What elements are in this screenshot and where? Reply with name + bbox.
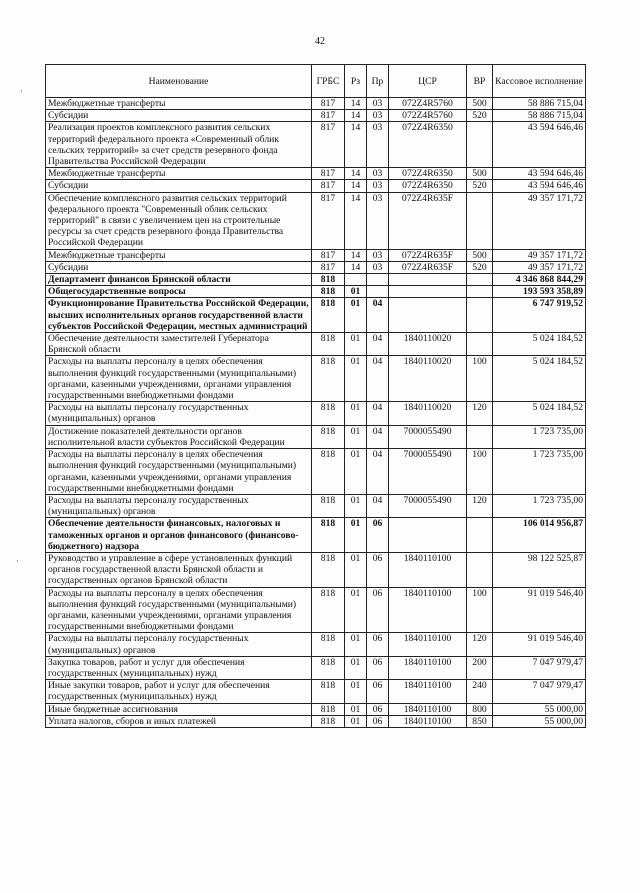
cell-sum: 1 723 735,00 [493, 449, 586, 495]
table-row [46, 249, 586, 261]
cell-grbs: 817 [312, 261, 345, 273]
cell-sum: 49 357 171,72 [493, 249, 586, 261]
cell-name: Департамент финансов Брянской области [46, 274, 312, 286]
cell-grbs: 817 [312, 192, 345, 249]
table-row [46, 402, 586, 425]
cell-name: Уплата налогов, сборов и иных платежей [46, 715, 312, 727]
cell-csr: 072Z4R635F [389, 192, 467, 249]
cell-vr [467, 333, 493, 356]
cell-rz: 01 [345, 402, 367, 425]
cell-vr: 120 [467, 633, 493, 656]
cell-name: Расходы на выплаты персоналу в целях обеспечения выполнения функций государственными (муниципальными) органами, казенными учреждениями, органами управления государственными внебюджетными фондами [46, 587, 312, 633]
cell-sum: 49 357 171,72 [493, 192, 586, 249]
cell-csr: 7000055490 [389, 494, 467, 517]
cell-sum: 5 024 184,52 [493, 402, 586, 425]
cell-rz: 01 [345, 298, 367, 333]
cell-name: Межбюджетные трансферты [46, 98, 312, 110]
cell-name: Межбюджетные трансферты [46, 168, 312, 180]
cell-vr: 120 [467, 494, 493, 517]
cell-pr [367, 286, 389, 298]
cell-vr [467, 192, 493, 249]
cell-grbs: 818 [312, 402, 345, 425]
cell-pr: 04 [367, 449, 389, 495]
cell-pr [367, 274, 389, 286]
cell-sum: 7 047 979,47 [493, 656, 586, 679]
cell-sum: 58 886 715,04 [493, 98, 586, 110]
header-csr: ЦСР [389, 65, 467, 98]
cell-grbs: 818 [312, 633, 345, 656]
cell-vr [467, 552, 493, 587]
cell-rz: 14 [345, 249, 367, 261]
cell-grbs: 818 [312, 286, 345, 298]
cell-pr: 03 [367, 168, 389, 180]
cell-csr: 7000055490 [389, 449, 467, 495]
cell-sum: 4 346 868 844,29 [493, 274, 586, 286]
cell-vr: 200 [467, 656, 493, 679]
cell-rz: 01 [345, 425, 367, 448]
cell-vr [467, 518, 493, 553]
table-row [46, 633, 586, 656]
cell-rz: 14 [345, 122, 367, 168]
table-row [46, 656, 586, 679]
cell-rz: 14 [345, 180, 367, 192]
table-body [46, 98, 586, 728]
cell-sum: 1 723 735,00 [493, 494, 586, 517]
cell-grbs: 817 [312, 110, 345, 122]
cell-name: Расходы на выплаты персоналу государственных (муниципальных) органов [46, 494, 312, 517]
cell-name: Субсидии [46, 261, 312, 273]
cell-vr [467, 274, 493, 286]
scan-mark: · [16, 556, 19, 566]
cell-pr: 03 [367, 249, 389, 261]
cell-pr: 03 [367, 110, 389, 122]
cell-rz: 01 [345, 703, 367, 715]
table-row [46, 518, 586, 553]
cell-sum: 7 047 979,47 [493, 680, 586, 703]
cell-sum: 106 014 956,87 [493, 518, 586, 553]
cell-rz: 01 [345, 715, 367, 727]
table-row [46, 680, 586, 703]
cell-rz: 01 [345, 333, 367, 356]
cell-csr: 7000055490 [389, 425, 467, 448]
cell-sum: 1 723 735,00 [493, 425, 586, 448]
cell-pr: 06 [367, 656, 389, 679]
table-row [46, 425, 586, 448]
cell-grbs: 818 [312, 703, 345, 715]
cell-grbs: 818 [312, 356, 345, 402]
cell-csr: 1840110100 [389, 552, 467, 587]
cell-name: Субсидии [46, 110, 312, 122]
header-grbs: ГРБС [312, 65, 345, 98]
cell-rz: 14 [345, 192, 367, 249]
cell-csr: 1840110100 [389, 680, 467, 703]
cell-grbs: 818 [312, 656, 345, 679]
cell-grbs: 818 [312, 494, 345, 517]
cell-grbs: 817 [312, 122, 345, 168]
cell-name: Закупка товаров, работ и услуг для обеспечения государственных (муниципальных) нужд [46, 656, 312, 679]
table-row [46, 703, 586, 715]
table-row [46, 449, 586, 495]
cell-pr: 06 [367, 552, 389, 587]
cell-name: Реализация проектов комплексного развития сельских территорий федерального проекта «Современный облик сельских территорий» за счет средств резервного фонда Правительства Российской Федерации [46, 122, 312, 168]
header-sum: Кассовое исполнение [493, 65, 586, 98]
cell-name: Функционирование Правительства Российской Федерации, высших исполнительных органов государственной власти субъектов Российской Федерации, местных администраций [46, 298, 312, 333]
cell-pr: 04 [367, 298, 389, 333]
cell-grbs: 818 [312, 715, 345, 727]
cell-sum: 43 594 646,46 [493, 168, 586, 180]
header-pr: Пр [367, 65, 389, 98]
table-row [46, 110, 586, 122]
cell-csr [389, 274, 467, 286]
cell-rz: 01 [345, 286, 367, 298]
cell-sum: 5 024 184,52 [493, 333, 586, 356]
cell-vr: 500 [467, 249, 493, 261]
table-row [46, 333, 586, 356]
cell-vr: 240 [467, 680, 493, 703]
table-header-row [46, 65, 586, 98]
cell-pr: 04 [367, 402, 389, 425]
cell-pr: 06 [367, 518, 389, 553]
cell-vr [467, 425, 493, 448]
cell-grbs: 818 [312, 680, 345, 703]
cell-csr: 1840110020 [389, 356, 467, 402]
cell-pr: 06 [367, 680, 389, 703]
cell-vr: 500 [467, 168, 493, 180]
cell-grbs: 817 [312, 98, 345, 110]
cell-grbs: 818 [312, 587, 345, 633]
cell-name: Иные бюджетные ассигнования [46, 703, 312, 715]
cell-pr: 03 [367, 192, 389, 249]
cell-vr [467, 298, 493, 333]
cell-grbs: 817 [312, 168, 345, 180]
cell-csr: 072Z4R6350 [389, 168, 467, 180]
cell-csr [389, 298, 467, 333]
cell-name: Субсидии [46, 180, 312, 192]
cell-sum: 91 019 546,40 [493, 633, 586, 656]
cell-csr: 1840110100 [389, 633, 467, 656]
cell-vr [467, 286, 493, 298]
cell-csr: 1840110100 [389, 703, 467, 715]
cell-rz: 01 [345, 552, 367, 587]
table-row [46, 274, 586, 286]
cell-sum: 55 000,00 [493, 703, 586, 715]
table-row [46, 715, 586, 727]
cell-vr: 520 [467, 180, 493, 192]
cell-sum: 55 000,00 [493, 715, 586, 727]
cell-sum: 193 593 358,89 [493, 286, 586, 298]
table-row [46, 192, 586, 249]
cell-sum: 98 122 525,87 [493, 552, 586, 587]
cell-pr: 03 [367, 98, 389, 110]
cell-name: Обеспечение деятельности заместителей Губернатора Брянской области [46, 333, 312, 356]
cell-pr: 06 [367, 715, 389, 727]
cell-vr: 500 [467, 98, 493, 110]
cell-rz: 01 [345, 680, 367, 703]
cell-grbs: 817 [312, 180, 345, 192]
cell-csr: 072Z4R635F [389, 261, 467, 273]
cell-sum: 5 024 184,52 [493, 356, 586, 402]
cell-pr: 04 [367, 494, 389, 517]
cell-sum: 43 594 646,46 [493, 122, 586, 168]
page-number: 42 [315, 36, 325, 47]
cell-rz: 01 [345, 518, 367, 553]
table-row [46, 261, 586, 273]
cell-vr: 100 [467, 587, 493, 633]
cell-name: Обеспечение деятельности финансовых, налоговых и таможенных органов и органов финансового (финансово-бюджетного) надзора [46, 518, 312, 553]
cell-sum: 91 019 546,40 [493, 587, 586, 633]
table-row [46, 587, 586, 633]
cell-name: Общегосударственные вопросы [46, 286, 312, 298]
cell-grbs: 818 [312, 425, 345, 448]
cell-vr [467, 122, 493, 168]
cell-rz: 01 [345, 494, 367, 517]
cell-rz: 14 [345, 261, 367, 273]
table-row [46, 122, 586, 168]
cell-csr: 072Z4R6350 [389, 180, 467, 192]
table-row [46, 298, 586, 333]
cell-name: Расходы на выплаты персоналу в целях обеспечения выполнения функций государственными (муниципальными) органами, казенными учреждениями, органами управления государственными внебюджетными фондами [46, 356, 312, 402]
cell-csr: 1840110100 [389, 587, 467, 633]
cell-csr: 1840110020 [389, 333, 467, 356]
cell-vr: 100 [467, 356, 493, 402]
cell-csr: 1840110020 [389, 402, 467, 425]
header-rz: Рз [345, 65, 367, 98]
cell-csr: 072Z4R5760 [389, 98, 467, 110]
cell-name: Расходы на выплаты персоналу государственных (муниципальных) органов [46, 402, 312, 425]
table-row [46, 552, 586, 587]
cell-name: Обеспечение комплексного развития сельских территорий федерального проекта "Современный облик сельских территорий" в связи с увеличением цен на строительные ресурсы за счет средств резервного фонда Правительства Российской Федерации [46, 192, 312, 249]
budget-execution-table [45, 64, 586, 728]
cell-rz: 01 [345, 587, 367, 633]
cell-rz: 14 [345, 110, 367, 122]
cell-csr [389, 518, 467, 553]
cell-vr: 100 [467, 449, 493, 495]
cell-csr: 072Z4R6350 [389, 122, 467, 168]
cell-grbs: 818 [312, 298, 345, 333]
cell-rz: 14 [345, 98, 367, 110]
cell-pr: 03 [367, 180, 389, 192]
cell-grbs: 818 [312, 518, 345, 553]
cell-vr: 800 [467, 703, 493, 715]
cell-grbs: 818 [312, 333, 345, 356]
cell-pr: 04 [367, 425, 389, 448]
cell-csr: 072Z4R5760 [389, 110, 467, 122]
cell-csr: 1840110100 [389, 715, 467, 727]
cell-name: Межбюджетные трансферты [46, 249, 312, 261]
cell-name: Расходы на выплаты персоналу в целях обеспечения выполнения функций государственными (муниципальными) органами, казенными учреждениями, органами управления государственными внебюджетными фондами [46, 449, 312, 495]
cell-csr: 1840110100 [389, 656, 467, 679]
cell-name: Руководство и управление в сфере установленных функций органов государственной власти Брянской области и государственных органов Брянской области [46, 552, 312, 587]
header-vr: ВР [467, 65, 493, 98]
table-row [46, 286, 586, 298]
cell-vr: 520 [467, 110, 493, 122]
table-row [46, 494, 586, 517]
cell-pr: 04 [367, 356, 389, 402]
cell-rz: 01 [345, 656, 367, 679]
cell-grbs: 818 [312, 552, 345, 587]
cell-rz: 14 [345, 168, 367, 180]
cell-pr: 04 [367, 333, 389, 356]
cell-sum: 6 747 919,52 [493, 298, 586, 333]
header-name: Наименование [46, 65, 312, 98]
cell-pr: 06 [367, 703, 389, 715]
cell-rz [345, 274, 367, 286]
cell-pr: 03 [367, 122, 389, 168]
cell-vr: 120 [467, 402, 493, 425]
cell-pr: 03 [367, 261, 389, 273]
cell-name: Иные закупки товаров, работ и услуг для обеспечения государственных (муниципальных) нужд [46, 680, 312, 703]
cell-rz: 01 [345, 633, 367, 656]
cell-grbs: 818 [312, 274, 345, 286]
cell-name: Расходы на выплаты персоналу государственных (муниципальных) органов [46, 633, 312, 656]
cell-csr [389, 286, 467, 298]
cell-rz: 01 [345, 356, 367, 402]
cell-name: Достижение показателей деятельности органов исполнительной власти субъектов Российской Федерации [46, 425, 312, 448]
table-row [46, 98, 586, 110]
cell-vr: 850 [467, 715, 493, 727]
cell-pr: 06 [367, 633, 389, 656]
cell-csr: 072Z4R635F [389, 249, 467, 261]
table-row [46, 180, 586, 192]
cell-grbs: 818 [312, 449, 345, 495]
table-row [46, 356, 586, 402]
cell-grbs: 817 [312, 249, 345, 261]
cell-sum: 49 357 171,72 [493, 261, 586, 273]
scan-mark: · [20, 86, 23, 96]
table-row [46, 168, 586, 180]
cell-pr: 06 [367, 587, 389, 633]
cell-sum: 43 594 646,46 [493, 180, 586, 192]
cell-sum: 58 886 715,04 [493, 110, 586, 122]
cell-rz: 01 [345, 449, 367, 495]
cell-vr: 520 [467, 261, 493, 273]
